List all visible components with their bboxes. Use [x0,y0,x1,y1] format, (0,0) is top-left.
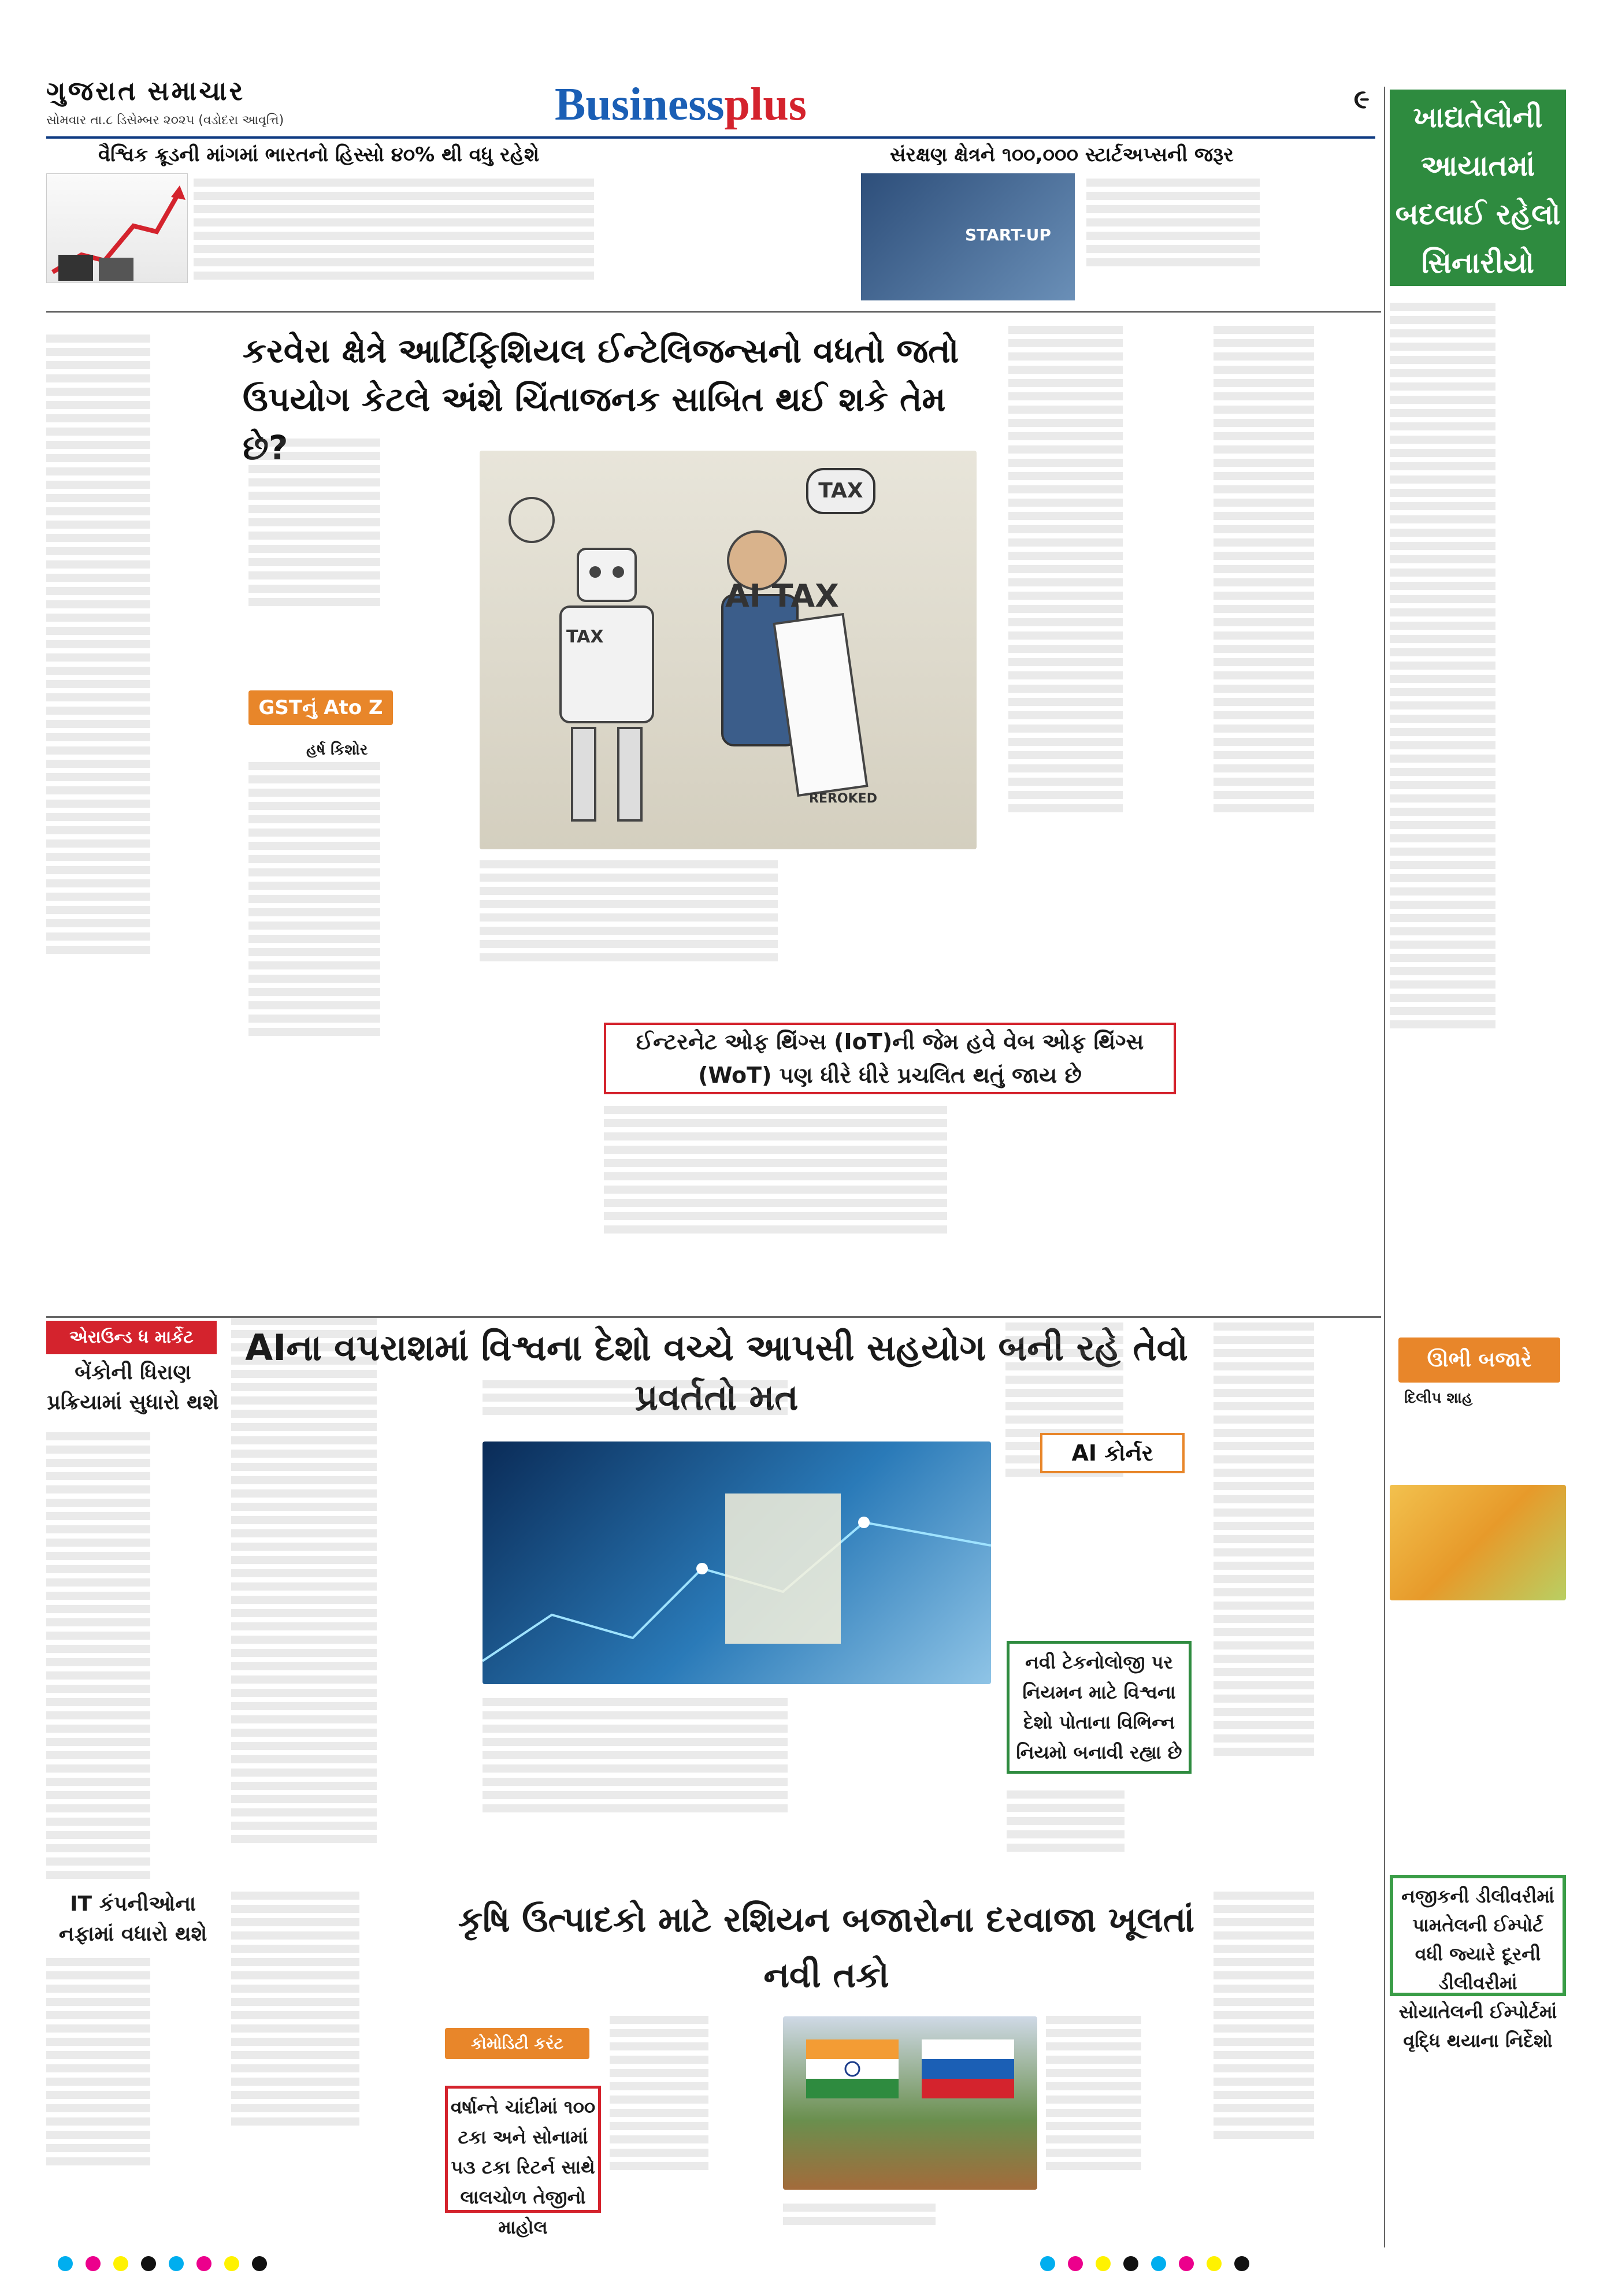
section-divider [46,1316,1381,1318]
bank-story-text [46,1427,220,1884]
network-lines-icon [483,1441,991,1684]
coop-story-column-b [483,1375,991,1420]
ai-story-left-column [46,329,220,959]
ai-story-column-a [248,433,468,611]
silver-gold-highlight-box: વર્ષાન્તે ચાંદીમાં ૧૦૦ ટકા અને સોનામાં ૫૩ ટકા રિટર્ન સાથે લાલચોળ તેજીનો માહોલ [445,2086,601,2213]
paper-date: સોમવાર તા.૮ ડિસેમ્બર ૨૦૨૫ (વડોદરા આવૃત્તિ) [46,113,284,128]
it-headline: IT કંપનીઓના નફામાં વધારો થશે [58,1892,207,1946]
iot-highlight-box: ઈન્ટરનેટ ઓફ થિંગ્સ (IoT)ની જેમ હવે વેબ ઓફ થિંગ્સ (WoT) પણ ધીરે ધીરે પ્રચલિત થતું જાય છે [604,1023,1176,1094]
agri-story-column-b [610,2011,774,2175]
bank-headline: બેંકોની ધિરાણ પ્રક્રિયામાં સુધારો થશે [47,1361,219,1414]
startup-headline: સંરક્ષણ ક્ષેત્રને ૧૦૦,૦૦૦ સ્ટાર્ટઅપ્સની જરૂર [890,143,1234,166]
robot-tax-label: TAX [566,627,604,647]
masthead [46,75,1375,139]
ai-story-column-c [480,855,977,967]
robot-and-official-icon [480,451,977,849]
column-divider [1384,87,1385,2247]
startup-image: START-UP [861,173,1075,300]
coop-story-column-f [1214,1317,1381,1761]
oobhi-author: દિલીપ શાહ [1404,1390,1473,1407]
ai-story-column-e [1214,321,1381,818]
brand-business: Business [555,79,725,130]
section-divider [46,311,1381,313]
startup-story-text [1086,173,1375,272]
brand-plus: plus [724,79,807,130]
printer-color-strip [1040,2256,1249,2271]
oobhi-bajare-banner: ઊભી બજારે [1398,1338,1560,1383]
revoked-stamp: REROKED [809,792,877,806]
agri-story-column-d [1046,2011,1205,2175]
ai-story-column-f [604,1101,1176,1239]
crude-headline: વૈશ્વિક ક્રૂડની માંગમાં ભારતનો હિસ્સો ૪૦% થી વધુ રહેશે [98,143,540,166]
ai-cooperation-headline: AIના વપરાશમાં વિશ્વના દેશો વચ્ચે આપસી સહયોગ બની રહે તેવો પ્રવર્તતો મત [245,1327,1188,1418]
sidebar-quote-box: નજીકની ડીલીવરીમાં પામતેલની ઈમ્પોર્ટ વધી જ્યારે દૂરની ડીલીવરીમાં સોયાતેલની ઈમ્પોર્ટમાં વૃદ્ધિ થયાના નિર્દેશો [1390,1875,1566,1996]
agri-story-column-e [1214,1886,1381,2144]
sunflower-oil-photo [1390,1485,1566,1600]
ai-corner-banner: AI કોર્નર [1040,1433,1185,1473]
sidebar-body-text [1390,298,1566,1034]
ai-story-column-d [1008,321,1199,818]
section-brand [555,79,807,131]
ai-city-network-image [483,1441,991,1684]
gst-column-author: હર્ષ કિશોર [306,741,368,759]
coop-story-column-e [1007,1785,1203,1857]
gst-column-banner: GSTનું Ato Z [248,690,393,725]
agri-story-column-c [783,2198,1037,2230]
commodity-current-banner: કોમોડિટી કરંટ [445,2028,589,2059]
flags-icon [783,2016,1037,2190]
printer-color-strip [58,2256,267,2271]
tax-badge-graphic: TAX [806,468,875,514]
paper-name: ગુજરાત સમાચાર [46,76,246,106]
sidebar-title: ખાદ્યતેલોની આયાતમાં બદલાઈ રહેલો સિનારીયો [1390,90,1566,286]
ai-tax-illustration [480,451,977,849]
new-tech-highlight-box: નવી ટેકનોલોજી પર નિયમન માટે વિશ્વના દેશો પોતાના વિભિન્ન નિયમો બનાવી રહ્યા છે [1007,1641,1192,1774]
rising-arrow-icon [47,174,188,284]
ai-tax-label: AI TAX [725,578,839,614]
around-the-market-banner: એરાઉન્ડ ધ માર્કેટ [46,1321,217,1354]
coop-story-column-c [483,1693,991,1818]
agri-story-column-a [231,1886,445,2131]
crude-story-text [194,173,861,285]
ai-story-column-b [248,757,468,1041]
page-number: ૯ [1353,83,1370,114]
it-story-text [46,1953,220,2171]
ai-tax-headline: કરવેરા ક્ષેત્રે આર્ટિફિશિયલ ઈન્ટેલિજન્સનો વધતો જતો ઉપયોગ કેટલે અંશે ચિંતાજનક સાબિત થઈ શકે તેમ છે? [243,331,959,467]
india-russia-flags-image [783,2016,1037,2190]
oil-barrels-image [46,173,188,283]
agri-headline: કૃષિ ઉત્પાદકો માટે રશિયન બજારોના દરવાજા ખૂલતાં નવી તકો [458,1900,1195,1996]
